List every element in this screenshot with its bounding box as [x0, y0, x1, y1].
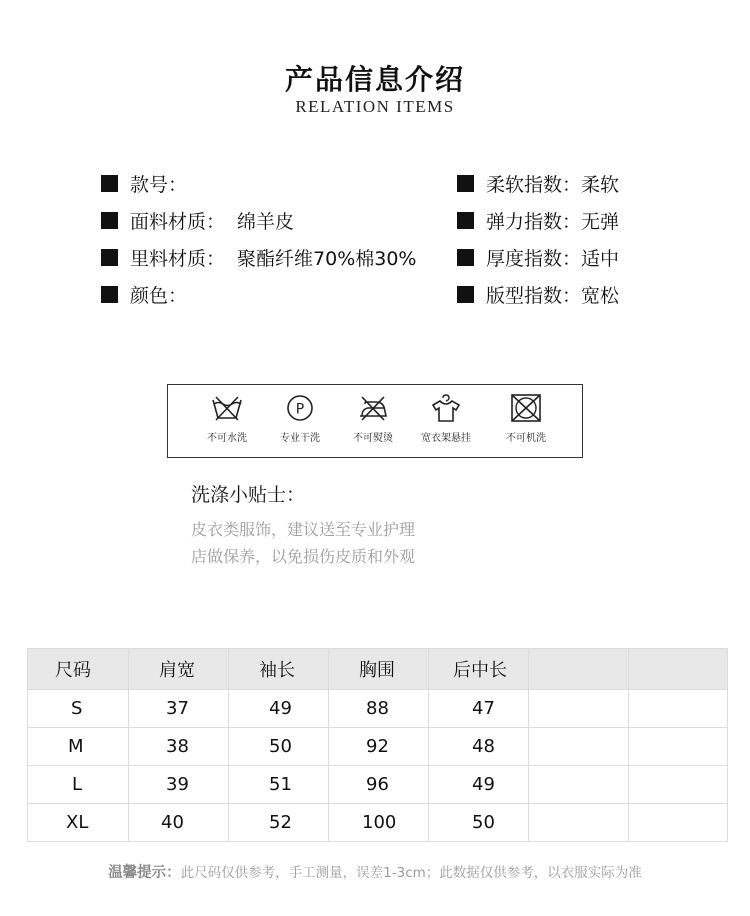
header-chest: 胸围 — [329, 649, 429, 690]
cell-empty — [529, 690, 629, 728]
spec-label: 款号： — [130, 174, 188, 196]
spec-label: 面料材质： — [130, 211, 226, 233]
header-empty — [629, 649, 728, 690]
table-row — [28, 728, 728, 766]
bullet-square-icon — [457, 212, 474, 229]
care-label: 不可熨烫 — [353, 433, 393, 444]
bullet-square-icon — [101, 249, 118, 266]
bullet-square-icon — [457, 286, 474, 303]
cell-back-length: 49 — [429, 766, 529, 804]
cell-empty — [529, 804, 629, 842]
cell-empty — [629, 728, 728, 766]
bullet-square-icon — [101, 175, 118, 192]
spec-thickness — [457, 244, 619, 271]
spec-fit — [457, 281, 619, 308]
cell-empty — [529, 728, 629, 766]
spec-value: 无弹 — [581, 211, 620, 233]
spec-elasticity — [457, 207, 619, 234]
size-table — [27, 648, 728, 842]
cell-back-length: 47 — [429, 690, 529, 728]
spec-value: 柔软 — [581, 174, 620, 196]
care-label: 不可水洗 — [207, 433, 247, 444]
page-title: 产品信息介绍 — [284, 63, 465, 96]
care-no-machine-wash — [486, 393, 566, 444]
no-wash-icon — [210, 393, 244, 423]
hang-dry-icon — [429, 393, 463, 423]
spec-label: 柔软指数： — [486, 174, 582, 196]
care-label: 不可机洗 — [506, 433, 546, 444]
spec-value: 聚酯纤维70%棉30% — [237, 248, 417, 270]
footnote — [0, 861, 750, 882]
table-row — [28, 766, 728, 804]
tips-title: 洗涤小贴士： — [191, 484, 306, 506]
cell-shoulder: 38 — [129, 728, 229, 766]
cell-empty — [629, 804, 728, 842]
spec-label: 弹力指数： — [486, 211, 582, 233]
tips-line: 皮衣类服饰，建议送至专业护理 — [191, 520, 416, 539]
header-sleeve: 袖长 — [229, 649, 329, 690]
cell-chest: 96 — [329, 766, 429, 804]
cell-empty — [629, 690, 728, 728]
cell-shoulder: 40 — [129, 804, 229, 842]
footnote-text: 此尺码仅供参考，手工测量，误差1-3cm；此数据仅供参考，以衣服实际为准 — [180, 865, 642, 881]
spec-lining — [101, 244, 416, 271]
cell-sleeve: 52 — [229, 804, 329, 842]
cell-sleeve: 49 — [229, 690, 329, 728]
bullet-square-icon — [457, 175, 474, 192]
table-row — [28, 690, 728, 728]
header-shoulder: 肩宽 — [129, 649, 229, 690]
cell-chest: 88 — [329, 690, 429, 728]
care-no-wash — [187, 393, 267, 444]
cell-back-length: 50 — [429, 804, 529, 842]
spec-label: 厚度指数： — [486, 248, 582, 270]
cell-empty — [629, 766, 728, 804]
cell-size: M — [28, 728, 129, 766]
care-hang-dry — [406, 393, 486, 444]
cell-size: L — [28, 766, 129, 804]
bullet-square-icon — [101, 212, 118, 229]
no-machine-wash-icon — [509, 393, 543, 423]
spec-label: 里料材质： — [130, 248, 226, 270]
table-header-row — [28, 649, 728, 690]
page-subtitle: RELATION ITEMS — [295, 97, 455, 116]
cell-sleeve: 51 — [229, 766, 329, 804]
header-size: 尺码 — [28, 649, 129, 690]
bullet-square-icon — [101, 286, 118, 303]
cell-chest: 100 — [329, 804, 429, 842]
care-label: 宽衣架悬挂 — [421, 433, 471, 444]
cell-shoulder: 39 — [129, 766, 229, 804]
no-iron-icon — [356, 393, 390, 423]
cell-shoulder: 37 — [129, 690, 229, 728]
cell-size: S — [28, 690, 129, 728]
tips-line: 店做保养，以免损伤皮质和外观 — [191, 547, 416, 566]
spec-value: 宽松 — [581, 285, 620, 307]
spec-value: 适中 — [581, 248, 620, 270]
spec-style-number — [101, 170, 199, 197]
cell-size: XL — [28, 804, 129, 842]
spec-label: 版型指数： — [486, 285, 582, 307]
care-dry-clean — [260, 393, 340, 444]
spec-color — [101, 281, 199, 308]
bullet-square-icon — [457, 249, 474, 266]
spec-softness — [457, 170, 619, 197]
cell-back-length: 48 — [429, 728, 529, 766]
spec-fabric — [101, 207, 294, 234]
cell-chest: 92 — [329, 728, 429, 766]
care-no-iron — [333, 393, 413, 444]
care-label: 专业干洗 — [280, 433, 320, 444]
spec-value: 绵羊皮 — [237, 211, 295, 233]
footnote-label: 温馨提示： — [108, 865, 181, 881]
table-row — [28, 804, 728, 842]
dry-clean-icon — [283, 393, 317, 423]
cell-empty — [529, 766, 629, 804]
cell-sleeve: 50 — [229, 728, 329, 766]
spec-label: 颜色： — [130, 285, 188, 307]
care-instructions-box — [167, 384, 583, 458]
header-back-length: 后中长 — [429, 649, 529, 690]
header-empty — [529, 649, 629, 690]
svg-text:P: P — [295, 401, 305, 418]
